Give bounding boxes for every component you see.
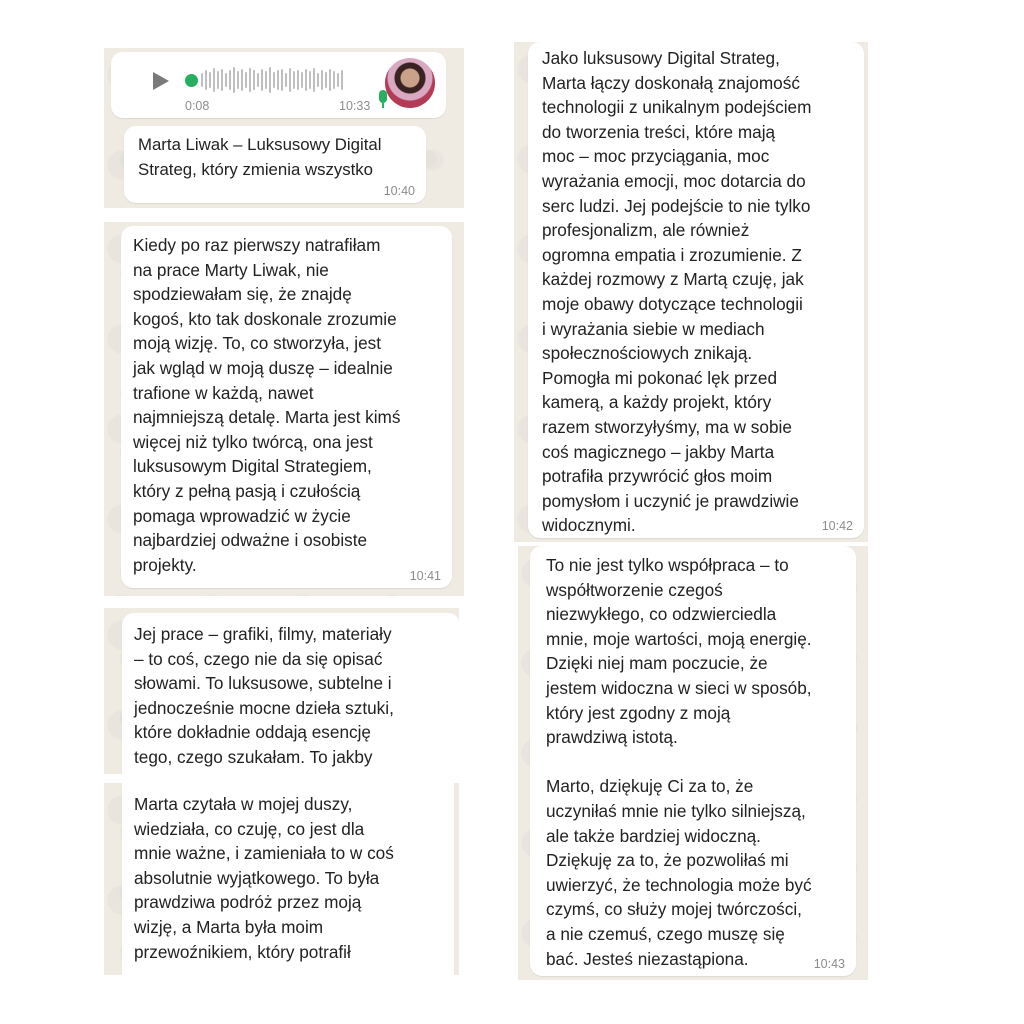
- play-icon[interactable]: [153, 72, 169, 90]
- message-bubble: [121, 226, 452, 588]
- message-time: 10:43: [813, 957, 845, 971]
- microphone-icon-stem: [382, 103, 384, 108]
- message-bubble: [530, 546, 856, 976]
- voice-duration: 0:08: [185, 99, 210, 113]
- message-text: Kiedy po raz pierwszy natrafiłam na prace Marty Liwak, nie spodziewałam się, że znajdę kogoś, kto tak doskonale zrozumie moją wizję. To, co stworzyła, jest jak wgląd w moją duszę – idealnie trafione w każdą, nawet najmniejszą detalę. Marta jest kimś więcej niż tylko twórcą, ona jest luksusowym Digital Strategiem, który z pełną pasją i czułością pomaga wprowadzić w życie najbardziej odważne i osobiste projekty.: [133, 235, 401, 575]
- message-bubble: [528, 42, 864, 538]
- chat-panel-6: [518, 546, 868, 980]
- message-text: Marta czytała w mojej duszy, wiedziała, co czuję, co jest dla mnie ważne, i zamieniała to w coś absolutnie wyjątkowego. To była prawdziwa podróż przez moją wizję, a Marta była moim przewoźnikiem, który potrafił: [134, 794, 394, 962]
- message-text: Jako luksusowy Digital Strateg, Marta łączy doskonałą znajomość technologii z unikalnym podejściem do tworzenia treści, które mają moc – moc przyciągania, moc wyrażania emocji, moc dotarcia do serc ludzi. Jej podejście to nie tylko profesjonalizm, ale również ogromna empatia i zrozumienie. Z każdej rozmowy z Martą czuję, jak moje obawy dotyczące technologii i wyrażania siebie w mediach społecznościowych znikają. Pomogła mi pokonać lęk przed kamerą, a każdy projekt, który razem stworzyłyśmy, ma w sobie coś magicznego – jakby Marta potrafiła przywrócić głos moim pomysłom i uczynić je prawdziwie widocznymi.: [542, 48, 812, 536]
- message-time: 10:42: [821, 519, 853, 533]
- message-time: 10:41: [409, 569, 441, 583]
- chat-panel-3: [104, 608, 459, 774]
- microphone-icon: [379, 90, 387, 103]
- chat-panel-4: [104, 783, 459, 975]
- avatar: [385, 58, 435, 108]
- chat-panel-2: [104, 222, 464, 596]
- chat-panel-voice: [104, 48, 464, 208]
- chat-panel-5: [514, 42, 868, 542]
- message-text: To nie jest tylko współpraca – to współtworzenie czegoś niezwykłego, co odzwierciedla mnie, moje wartości, moją energię. Dzięki niej mam poczucie, że jestem widoczna w sieci w sposób, który jest zgodny z moją prawdziwą istotą. Marto, dziękuję Ci za to, że uczyniłaś mnie nie tylko silniejszą, ale także bardziej widoczną. Dziękuję za to, że pozwoliłaś mi uwierzyć, że technologia może być czymś, co służy mojej twórczości, a nie czemuś, czego muszę się bać. Jesteś niezastąpiona.: [546, 555, 812, 969]
- playback-position-dot[interactable]: [185, 74, 198, 87]
- message-time: 10:40: [383, 184, 415, 198]
- message-bubble: [124, 126, 426, 203]
- voice-message[interactable]: [111, 52, 446, 118]
- voice-time: 10:33: [339, 99, 371, 113]
- waveform[interactable]: [201, 66, 343, 94]
- message-text: Jej prace – grafiki, filmy, materiały – to coś, czego nie da się opisać słowami. To luksusowe, subtelne i jednocześnie mocne dzieła sztuki, które dokładnie oddają esencję tego, czego szukałam. To jakby: [134, 624, 394, 767]
- message-bubble: [122, 613, 459, 774]
- message-bubble: [122, 783, 454, 975]
- message-text: Marta Liwak – Luksusowy Digital Strateg, który zmienia wszystko: [138, 135, 382, 179]
